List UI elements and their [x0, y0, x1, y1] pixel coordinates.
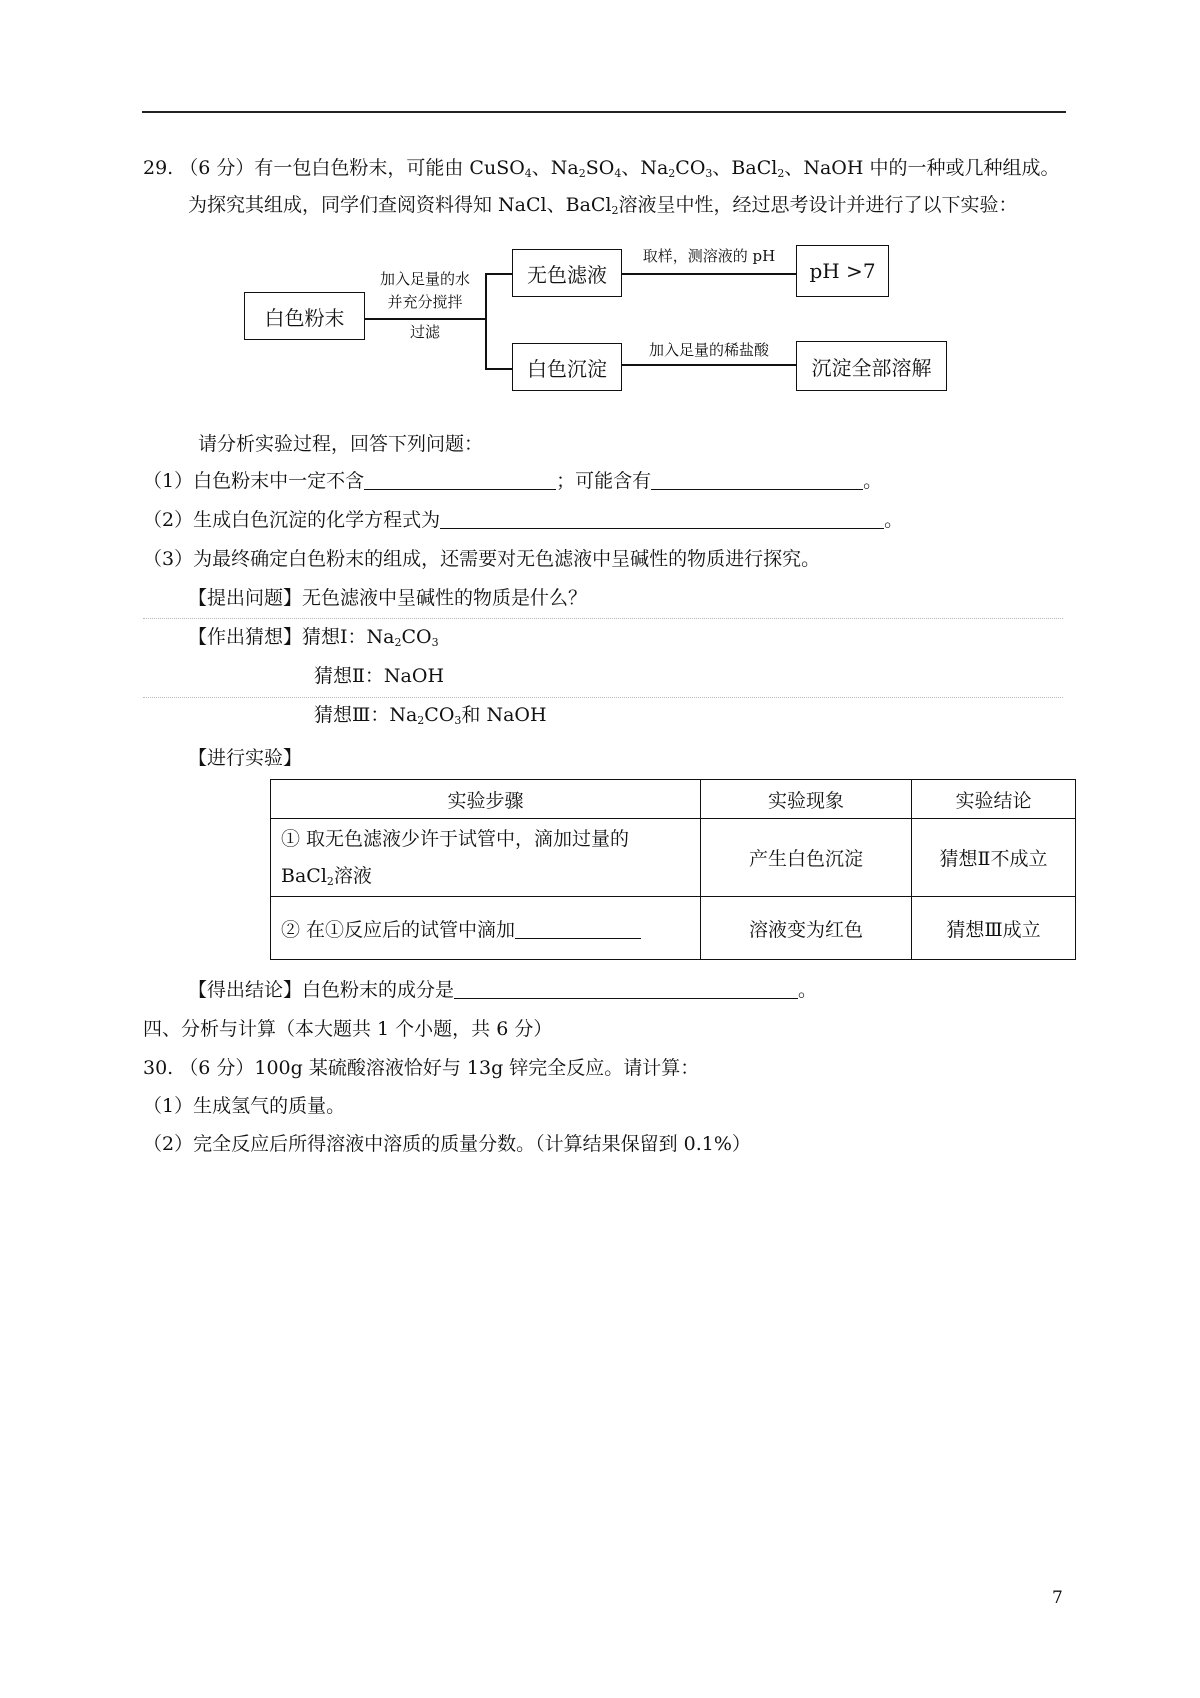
section-4-heading: 四、分析与计算（本大题共 1 个小题，共 6 分）: [143, 1018, 553, 1040]
q29-sub1: （1）白色粉末中一定不含 ；可能含有 。: [143, 470, 883, 492]
hypothesis-3: 猜想Ⅲ：$Na_2CO_3$和 NaOH: [314, 704, 547, 727]
flow-box-ph-result: pH >7: [796, 245, 889, 297]
flow-connector: [622, 273, 796, 275]
q29-intro-line: 29. （6 分）有一包白色粉末，可能由 CuSO$_4$、$Na_2SO_4$、$Na_2CO_3$、BaCl$_2$、NaOH 中的一种或几种组成。: [143, 157, 1060, 180]
header-conclusion: 实验结论: [912, 780, 1076, 819]
page-number: 7: [1052, 1588, 1063, 1608]
answer-blank-not-contain[interactable]: [364, 469, 556, 490]
q29-sub3: （3）为最终确定白色粉末的组成，还需要对无色滤液中呈碱性的物质进行探究。: [143, 548, 821, 570]
q30-sub2: （2）完全反应后所得溶液中溶质的质量分数。（计算结果保留到 0.1%）: [143, 1133, 751, 1155]
row1-step: ① 取无色滤液少许于试管中，滴加过量的 BaCl$_2$溶液: [271, 819, 701, 897]
row1-phenomenon: 产生白色沉淀: [701, 819, 912, 897]
flow-box-filtrate: 无色滤液: [512, 249, 622, 297]
answer-blank-composition[interactable]: [454, 978, 798, 999]
conclusion-line: 【得出结论】白色粉末的成分是 。: [188, 979, 818, 1001]
table-row: [271, 897, 1076, 960]
header-step: 实验步骤: [271, 780, 701, 819]
flow-label-ph-test: 取样，测溶液的 pH: [642, 247, 776, 265]
flow-box-white-powder: 白色粉末: [244, 292, 365, 340]
flow-label-add-acid: 加入足量的稀盐酸: [648, 341, 769, 359]
flow-connector: [622, 364, 796, 366]
row2-phenomenon: 溶液变为红色: [701, 897, 912, 960]
experiment-table: [270, 779, 1076, 960]
dotted-divider: [143, 697, 1063, 698]
flow-label-stir: 并充分搅拌: [387, 293, 463, 311]
dotted-divider: [143, 618, 1063, 619]
flow-branch-line: [485, 273, 487, 368]
flow-connector: [365, 318, 485, 320]
flow-label-filter: 过滤: [409, 323, 440, 341]
table-row: [271, 819, 1076, 897]
q29-context-line: 为探究其组成，同学们查阅资料得知 NaCl、BaCl$_2$溶液呈中性，经过思考设计并进行了以下实验：: [188, 194, 1018, 217]
flow-connector: [485, 368, 512, 370]
row2-conclusion: 猜想Ⅲ成立: [912, 897, 1076, 960]
header-rule: [142, 111, 1066, 113]
row1-conclusion: 猜想Ⅱ不成立: [912, 819, 1076, 897]
flow-connector: [485, 273, 512, 275]
q30-intro-line: 30. （6 分）100g 某硫酸溶液恰好与 13g 锌完全反应。请计算：: [143, 1057, 700, 1079]
flow-label-add-water: 加入足量的水: [379, 270, 470, 288]
answer-blank-reagent[interactable]: [515, 918, 641, 939]
answer-blank-equation[interactable]: [440, 508, 884, 529]
flow-box-acid-result: 沉淀全部溶解: [796, 341, 947, 391]
q29-prompt: 请分析实验过程，回答下列问题：: [198, 433, 484, 455]
q30-sub1: （1）生成氢气的质量。: [143, 1095, 346, 1117]
hypothesis-1: 【作出猜想】猜想Ⅰ：$Na_2CO_3$: [188, 626, 439, 649]
header-phenomenon: 实验现象: [701, 780, 912, 819]
experiment-label: 【进行实验】: [188, 747, 303, 769]
flow-box-precipitate: 白色沉淀: [512, 343, 622, 391]
table-header-row: [271, 780, 1076, 819]
row2-step: ② 在①反应后的试管中滴加: [271, 897, 701, 960]
q29-sub2: （2）生成白色沉淀的化学方程式为 。: [143, 509, 904, 531]
hypothesis-2: 猜想Ⅱ：NaOH: [314, 665, 445, 687]
answer-blank-may-contain[interactable]: [651, 469, 863, 490]
question-line: 【提出问题】无色滤液中呈碱性的物质是什么？: [188, 587, 588, 609]
